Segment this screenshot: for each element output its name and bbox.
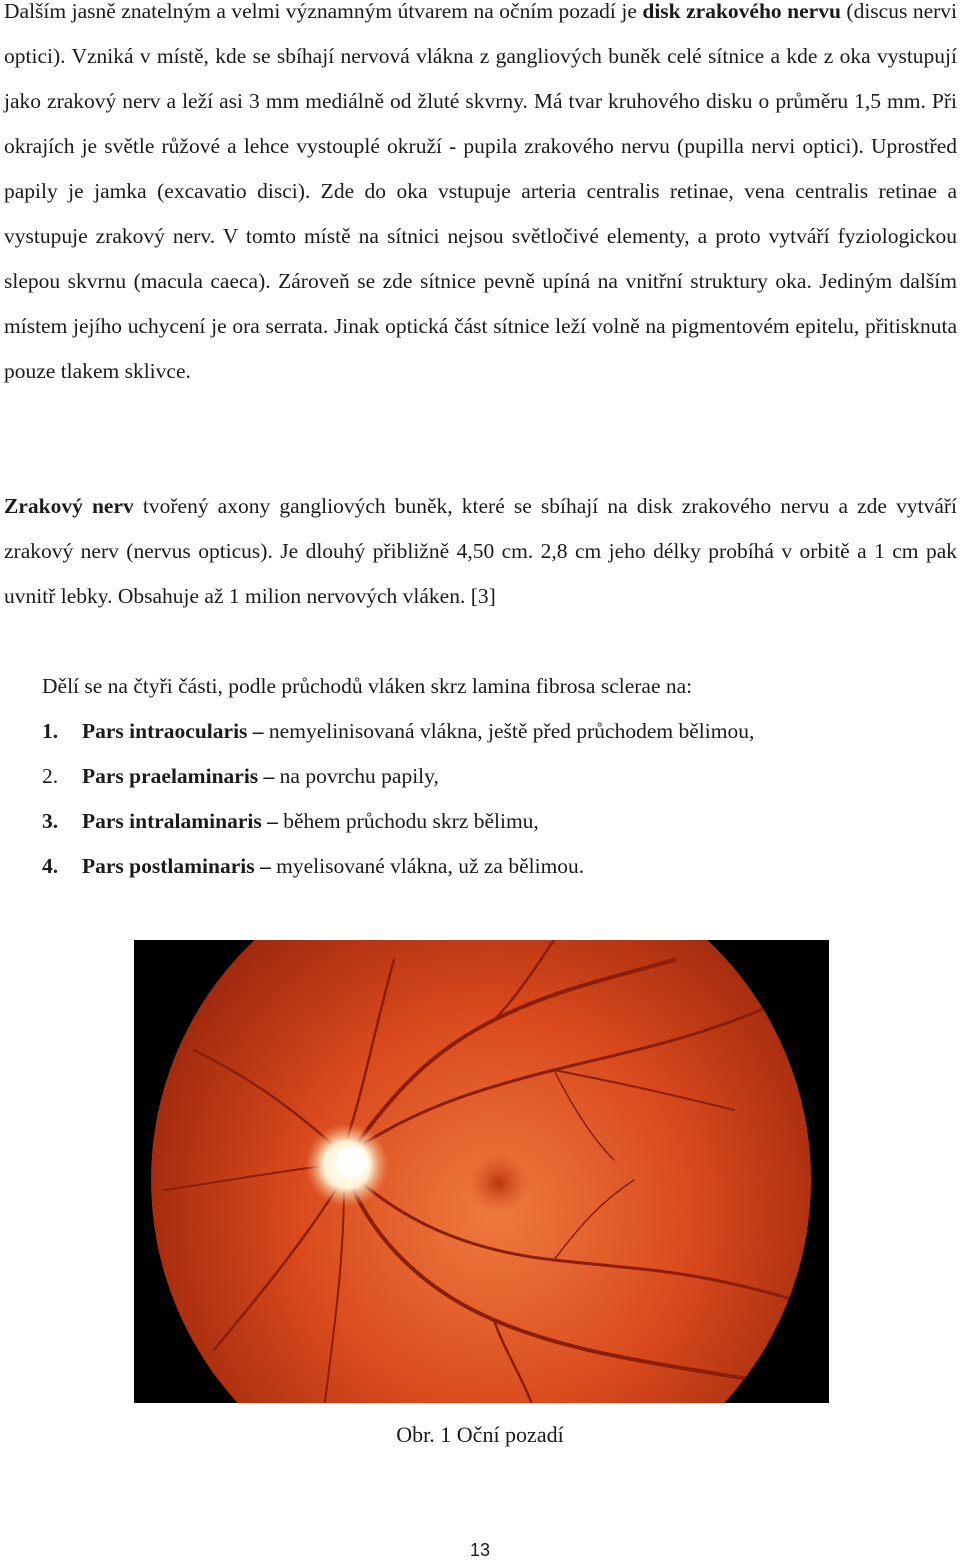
paragraph-text: tvořený axony gangliových buněk, které se sbíhají na disk zrakového nervu a zde vytváří zrakový nerv (nervus opticus). Je dlouhý přibližně 4,50 cm. 2,8 cm jeho délky probíhá v orbitě a 1 cm pak uvnitř lebky. Obsahuje až 1 milion nervových vláken. [3] (4, 494, 957, 608)
bold-term-optic-nerve: Zrakový nerv (4, 494, 134, 518)
figure-caption: Obr. 1 Oční pozadí (396, 1422, 564, 1447)
list-term: Pars postlaminaris – (82, 854, 271, 878)
paragraph-text: (discus nervi optici). Vzniká v místě, kde se sbíhají nervová vlákna z gangliových buněk celé sítnice a kde z oka vystupují jako zrakový nerv a leží asi 3 mm mediálně od žluté skvrny. Má tvar kruhového disku o průměru 1,5 mm. Při okrajích je světle růžové a lehce vystouplé okruží - pupila zrakového nervu (pupilla nervi optici). Uprostřed papily je jamka (excavatio disci). Zde do oka vstupuje arteria centralis retinae, vena centralis retinae a vystupuje zrakový nerv. V tomto místě na sítnici nejsou světločivé elementy, a proto vytváří fyziologickou slepou skvrnu (macula caeca). Zároveň se zde sítnice pevně upíná na vnitřní struktury oka. Jediným dalším místem jejího uchycení je ora serrata. Jinak optická část sítnice leží volně na pigmentovém epitelu, přitisknuta pouze tlakem sklivce. (4, 0, 957, 383)
list-item (42, 709, 754, 754)
macula (469, 1153, 529, 1213)
list-description: myelisované vlákna, už za bělimou. (270, 854, 585, 878)
list-item (42, 844, 584, 889)
list-term: Pars intralaminaris – (82, 809, 278, 833)
paragraph-text: Dalším jasně znatelným a velmi významným útvarem na očním pozadí je (4, 0, 643, 23)
list-number: 2. (42, 764, 59, 788)
list-item (42, 754, 439, 799)
list-number: 4. (42, 854, 59, 878)
bold-term-optic-disc: disk zrakového nervu (642, 0, 841, 23)
paragraph-optic-nerve (4, 484, 957, 619)
list-description: nemyelinisovaná vlákna, ještě před průchodem bělimou, (263, 719, 755, 743)
optic-cup (336, 1146, 368, 1178)
fundus-photograph (134, 940, 829, 1403)
list-term: Pars praelaminaris – (82, 764, 275, 788)
fundus-image (134, 940, 829, 1403)
list-number: 3. (42, 809, 59, 833)
list-term: Pars intraocularis – (82, 719, 264, 743)
list-description: na povrchu papily, (274, 764, 439, 788)
list-description: během průchodu skrz bělimu, (277, 809, 539, 833)
list-number: 1. (42, 719, 59, 743)
page-number: 13 (469, 1540, 491, 1560)
paragraph-parts-intro: Dělí se na čtyři části, podle průchodů vláken skrz lamina fibrosa sclerae na: (42, 674, 693, 698)
list-item (42, 799, 539, 844)
paragraph-optic-disc (4, 0, 957, 394)
